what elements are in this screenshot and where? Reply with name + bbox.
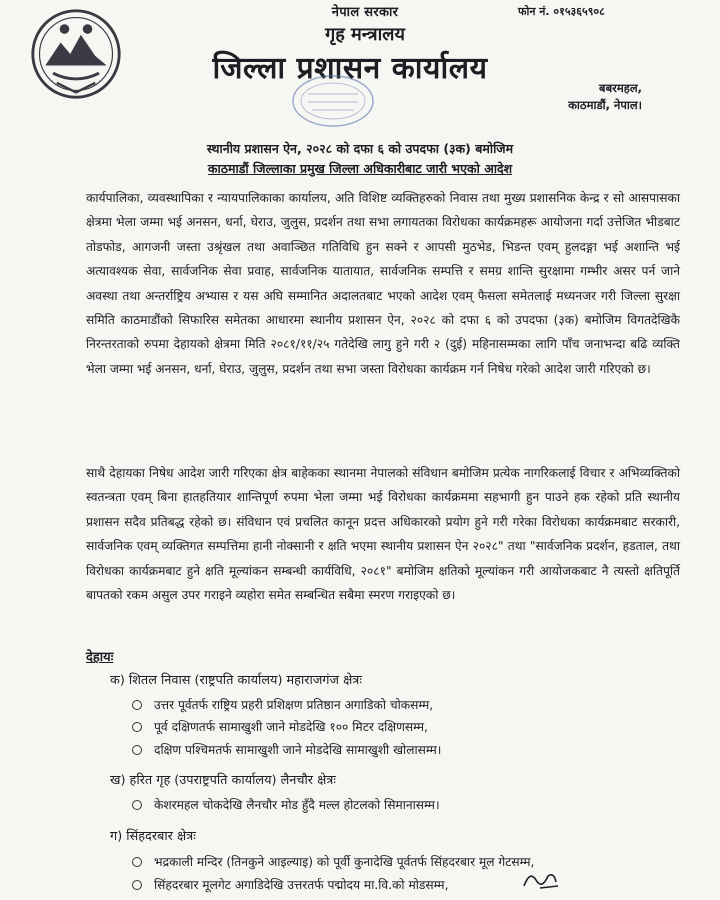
bullet-circle-icon (132, 745, 142, 755)
bullet-circle-icon (132, 857, 142, 867)
body-paragraph-2: साथै देहायका निषेध आदेश जारी गरिएका क्षेत्र बाहेकका स्थानमा नेपालको संविधान बमोजिम प्रत्येक नागरिकलाई विचार र अभिव्यक्तिको स्वतन्त्रता एवम् बिना हातहतियार शान्तिपूर्ण रुपमा भेला जम्मा भई विरोधका कार्यक्रममा सहभागी हुन पाउने हक रहेको प्रति स्थानीय प्रशासन सदैव प्रतिबद्ध रहेको छ। संविधान एवं प्रचलित कानून प्रदत्त अधिकारको प्रयोग हुने गरी गरेका विरोधका कार्यक्रमबाट सरकारी, सार्वजनिक एवम् व्यक्तिगत सम्पत्तिमा हानी नोक्सानी र क्षति भएमा स्थानीय प्रशासन ऐन २०२८" तथा "सार्वजनिक प्रदर्शन, हडताल, तथा विरोधका कार्यक्रमबाट हुने क्षति मूल्यांकन सम्बन्धी कार्यविधि, २०८१" बमोजिम क्षतिको मूल्यांकन गरी आयोजकबाट नै त्यस्तो क्षतिपूर्ति बापतको रकम असुल उपर गराइने व्यहोरा समेत सम्बन्धित सबैमा स्मरण गराइएको छ। (86, 466, 680, 603)
list-item-text: दक्षिण पश्चिमतर्फ सामाखुशी जाने मोडदेखि सामाखुशी खोलासम्म। (154, 743, 442, 757)
section-title-ka: क) शितल निवास (राष्ट्रपति कार्यालय) महाराजगंज क्षेत्रः (110, 673, 362, 688)
order-title-line-1: स्थानीय प्रशासन ऐन, २०२८ को दफा ६ को उपदफा (३क) बमोजिम (206, 141, 514, 156)
list-item (132, 876, 448, 893)
list-item-text: उत्तर पूर्वतर्फ राष्ट्रिय प्रहरी प्रशिक्षण प्रतिष्ठान अगाडिको चोकसम्म, (154, 698, 434, 712)
list-item-text: केशरमहल चोकदेखि लैनचौर मोड हुँदै मल्ल होटलको सिमानासम्म। (154, 798, 440, 812)
list-item (132, 696, 433, 713)
areas-heading: देहायः (86, 650, 114, 665)
government-name: नेपाल सरकार (331, 5, 399, 20)
phone-number: फोन नं. ०१५३६५९०८ (518, 5, 605, 18)
office-name: जिल्ला प्रशासन कार्यालय (212, 51, 488, 86)
list-item (132, 796, 440, 813)
list-item (132, 718, 428, 735)
bullet-circle-icon (132, 800, 142, 810)
initials-signature (520, 866, 562, 894)
address-line-2: काठमाडौं, नेपाल। (568, 98, 642, 112)
bullet-circle-icon (132, 700, 142, 710)
body-paragraph-1: कार्यपालिका, व्यवस्थापिका र न्यायपालिकाका कार्यालय, अति विशिष्ट व्यक्तिहरुको निवास तथा मुख्य प्रशासनिक केन्द्र र सो आसपासका क्षेत्रमा भेला जम्मा भई अनसन, धर्ना, घेराउ, जुलुस, प्रदर्शन तथा सभा लगायतका विरोधका कार्यक्रमहरू आयोजना गर्दा उत्तेजित भीडबाट तोडफोड, आगजनी जस्ता उश्रृंखल तथा अवाञ्छित गतिविधि हुन सक्ने र आपसी मुठभेड, भिडन्त एवम् हुलदङ्गा भई अशान्ति भई अत्यावश्यक सेवा, सार्वजनिक सेवा प्रवाह, सार्वजनिक यातायात, सार्वजनिक सम्पत्ति र समग्र शान्ति सुरक्षामा गम्भीर असर पर्न जाने अवस्था तथा अन्तर्राष्ट्रिय अभ्यास र यस अघि सम्मानित अदालतबाट भएको आदेश एवम् फैसला समेतलाई मध्यनजर गरी जिल्ला सुरक्षा समिति काठमाडौंको सिफारिस समेतका आधारमा स्थानीय प्रशासन ऐन, २०२८ को दफा ६ को उपदफा (३क) बमोजिम विगतदेखिकै निरन्तरताको रुपमा देहायको क्षेत्रमा मिति २०८१/११/२५ गतेदेखि लागु हुने गरी २ (दुई) महिनासम्मका लागि पाँच जनाभन्दा बढि व्यक्ति भेला जम्मा भई अनसन, धर्ना, घेराउ, जुलुस, प्रदर्शन तथा सभा जस्ता विरोधका कार्यक्रम गर्न निषेध गरेको आदेश जारी गरिएको छ। (86, 191, 680, 376)
office-stamp (288, 72, 378, 130)
order-title-line-2 (0, 160, 720, 177)
section-title-ga: ग) सिंहदरबार क्षेत्रः (110, 829, 196, 844)
list-item (132, 853, 534, 870)
list-item-text: भद्रकाली मन्दिर (तिनकुने आइल्याइ) को पूर्वी कुनादेखि पूर्वतर्फ सिंहदरबार मूल गेटसम्म, (154, 855, 535, 869)
office-address (568, 80, 642, 114)
bullet-circle-icon (132, 880, 142, 890)
nepal-emblem-logo (28, 6, 124, 102)
section-title-kha: ख) हरित गृह (उपराष्ट्रपति कार्यालय) लैनचौर क्षेत्रः (110, 773, 336, 788)
list-item-text: सिंहदरबार मूलगेट अगाडिदेखि उत्तरतर्फ पद्मोदय मा.वि.को मोडसम्म, (154, 878, 449, 892)
address-line-1: बबरमहल, (599, 81, 642, 95)
bullet-circle-icon (132, 722, 142, 732)
list-item-text: पूर्व दक्षिणतर्फ सामाखुशी जाने मोडदेखि १०० मिटर दक्षिणसम्म, (154, 720, 428, 734)
list-item (132, 741, 441, 758)
order-title-text: काठमाडौं जिल्लाका प्रमुख जिल्ला अधिकारीबाट जारी भएको आदेश (207, 161, 513, 176)
ministry-name: गृह मन्त्रालय (325, 24, 405, 45)
